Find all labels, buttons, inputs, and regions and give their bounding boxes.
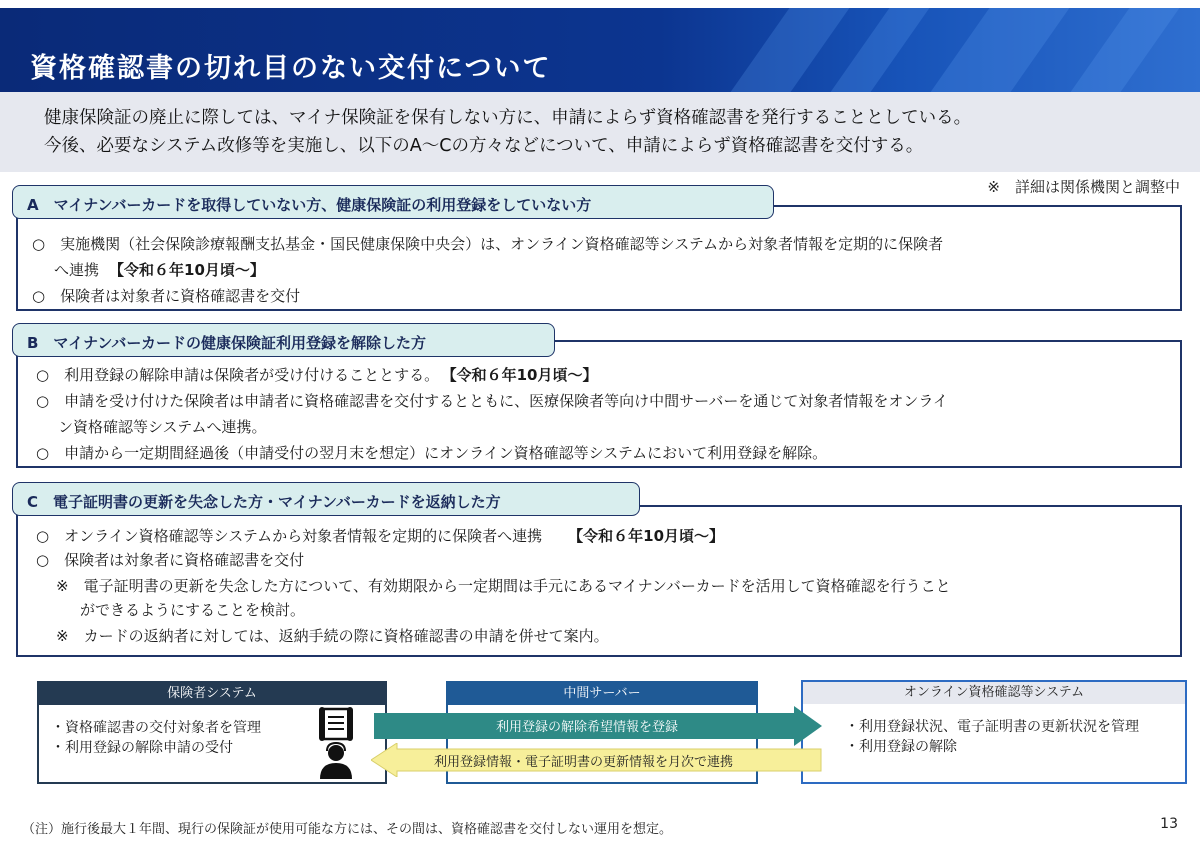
section-a-item-1: ○ 実施機関（社会保険診療報酬支払基金・国民健康保険中央会）は、オンライン資格確認等システムから対象者情報を定期的に保険者	[32, 235, 944, 253]
section-c-date-emphasis: 【令和６年10月頃～】	[568, 527, 725, 545]
insurer-system-item-1: ・資格確認書の交付対象者を管理	[51, 720, 261, 736]
section-b-item-2: ○ 申請を受け付けた保険者は申請者に資格確認書を交付するとともに、医療保険者等向け中間サーバーを通じて対象者情報をオンライ	[36, 392, 948, 410]
section-c-note-2: ※ カードの返納者に対しては、返納手続の際に資格確認書の申請を併せて案内。	[56, 627, 609, 645]
section-a-date-emphasis: 【令和６年10月頃～】	[109, 261, 265, 279]
section-c-item-1	[36, 525, 724, 546]
page-number: 13	[1160, 816, 1178, 832]
page-title: 資格確認書の切れ目のない交付について	[30, 53, 552, 84]
intro-line-1: 健康保険証の廃止に際しては、マイナ保険証を保有しない方に、申請によらず資格確認書を発行することとしている。	[44, 108, 972, 128]
section-c-note-1-cont: ができるようにすることを検討。	[80, 601, 306, 619]
decorative-stripe	[831, 8, 930, 92]
section-a-item-1-cont	[54, 259, 265, 280]
section-c-item-1-text: ○ オンライン資格確認等システムから対象者情報を定期的に保険者へ連携	[36, 527, 543, 545]
section-b-header: B マイナンバーカードの健康保険証利用登録を解除した方	[12, 323, 555, 357]
section-a-item-1-line2: へ連携	[54, 261, 100, 279]
online-system-title: オンライン資格確認等システム	[803, 682, 1185, 704]
arrow-left-label: 利用登録情報・電子証明書の更新情報を月次で連携	[434, 755, 734, 770]
arrow-right-label: 利用登録の解除希望情報を登録	[496, 720, 679, 735]
footnote: （注）施行後最大１年間、現行の保険証が使用可能な方には、その間は、資格確認書を交付しない運用を想定。	[22, 822, 673, 837]
decorative-stripe	[931, 8, 1070, 92]
section-b-item-1-text: ○ 利用登録の解除申請は保険者が受け付けることとする。	[36, 366, 440, 384]
insurer-system-item-2: ・利用登録の解除申請の受付	[51, 740, 233, 756]
insurer-system-box	[37, 681, 387, 784]
document-person-icon	[301, 707, 381, 781]
decorative-stripe	[1071, 8, 1180, 92]
section-c-item-2: ○ 保険者は対象者に資格確認書を交付	[36, 551, 305, 569]
section-b-box	[16, 340, 1182, 468]
coordination-note: ※ 詳細は関係機関と調整中	[987, 178, 1180, 196]
section-c-note-1: ※ 電子証明書の更新を失念した方について、有効期限から一定期間は手元にあるマイナンバーカードを活用して資格確認を行うこと	[56, 577, 951, 595]
section-c-header: C 電子証明書の更新を失念した方・マイナンバーカードを返納した方	[12, 482, 640, 516]
section-a-header: A マイナンバーカードを取得していない方、健康保険証の利用登録をしていない方	[12, 185, 774, 219]
section-b-date-emphasis: 【令和６年10月頃～】	[449, 366, 598, 384]
decorative-stripe	[731, 8, 850, 92]
section-b-item-1	[36, 364, 597, 385]
section-c-box	[16, 505, 1182, 657]
section-b-item-2-cont: ン資格確認等システムへ連携。	[58, 418, 267, 436]
section-a-item-2: ○ 保険者は対象者に資格確認書を交付	[32, 287, 301, 305]
online-system-item-2: ・利用登録の解除	[845, 739, 957, 755]
online-system-item-1: ・利用登録状況、電子証明書の更新状況を管理	[845, 719, 1139, 735]
insurer-system-title: 保険者システム	[39, 683, 385, 705]
intro-panel	[0, 92, 1200, 172]
middle-server-title: 中間サーバー	[448, 683, 756, 705]
section-b-item-3: ○ 申請から一定期間経過後（申請受付の翌月末を想定）にオンライン資格確認等システムにおいて利用登録を解除。	[36, 444, 828, 462]
title-bar	[0, 8, 1200, 92]
section-a-box	[16, 205, 1182, 311]
online-system-box	[801, 680, 1187, 784]
intro-line-2: 今後、必要なシステム改修等を実施し、以下のA～Cの方々などについて、申請によらず資格確認書を交付する。	[44, 136, 924, 156]
